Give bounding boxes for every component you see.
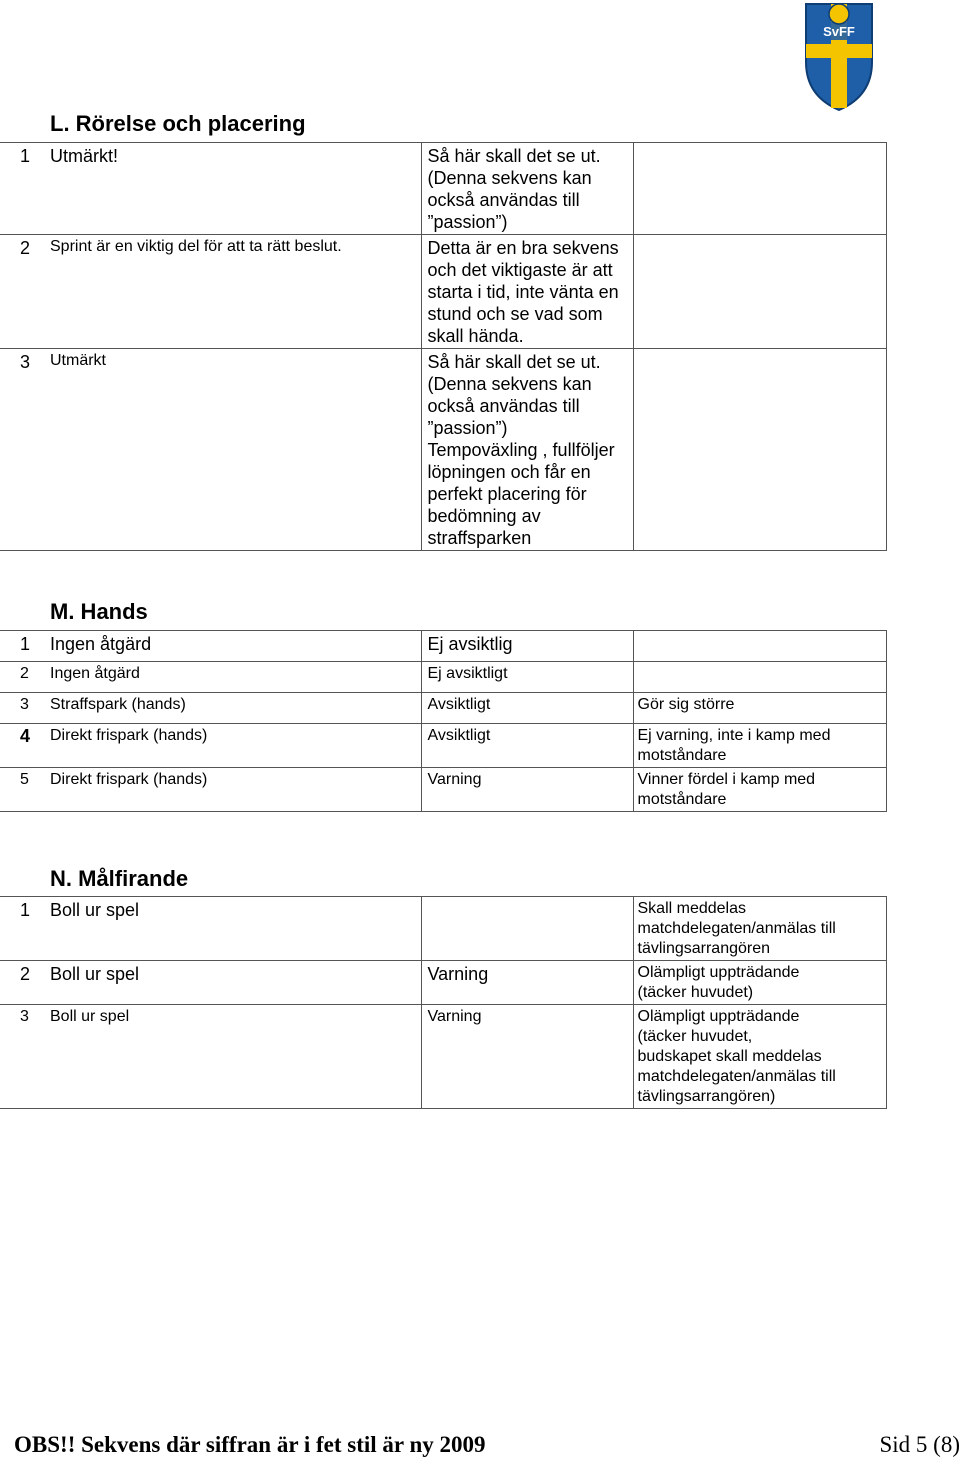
cell-col1: Ingen åtgärd (44, 631, 421, 662)
table-row (0, 631, 886, 662)
table-row (0, 349, 886, 551)
cell-col2 (421, 897, 633, 961)
table-row (0, 235, 886, 349)
cell-col3: Gör sig större (633, 693, 886, 724)
cell-line: budskapet skall meddelas (637, 1048, 822, 1065)
cell-col1: Ingen åtgärd (44, 662, 421, 693)
cell-line: också användas till (427, 190, 580, 210)
cell-col2: Ej avsiktligt (421, 662, 633, 693)
cell-line: straffsparken (427, 528, 532, 548)
cell-col3 (633, 143, 886, 235)
cell-col1: Utmärkt! (44, 143, 421, 235)
table-n (0, 896, 887, 1109)
cell-line: Ej varning, inte i kamp med (637, 727, 831, 744)
cell-col2: Ej avsiktlig (421, 631, 633, 662)
cell-col2: Avsiktligt (421, 724, 633, 768)
cell-num: 5 (0, 768, 44, 812)
cell-line: Skall meddelas (637, 900, 746, 917)
cell-line: perfekt placering för (427, 484, 587, 504)
cell-num: 1 (0, 631, 44, 662)
cell-col3 (633, 1005, 886, 1109)
cell-num: 3 (0, 693, 44, 724)
cell-col2: Varning (421, 768, 633, 812)
cell-col1: Straffspark (hands) (44, 693, 421, 724)
cell-line: (Denna sekvens kan (427, 374, 592, 394)
cell-line: också användas till (427, 396, 580, 416)
cell-num: 3 (0, 1005, 44, 1109)
cell-line: (täcker huvudet) (637, 984, 754, 1001)
cell-col2: Varning (421, 961, 633, 1005)
cell-col2 (421, 143, 633, 235)
table-m (0, 630, 887, 812)
cell-col3 (633, 631, 886, 662)
cell-col1: Direkt frispark (hands) (44, 724, 421, 768)
cell-line: Detta är en bra sekvens (427, 238, 619, 258)
footer-note (14, 1432, 486, 1458)
cell-line: Så här skall det se ut. (427, 352, 601, 372)
cell-col2: Avsiktligt (421, 693, 633, 724)
cell-col3 (633, 961, 886, 1005)
cell-col3 (633, 768, 886, 812)
cell-col2 (421, 235, 633, 349)
cell-col1: Utmärkt (44, 349, 421, 551)
section-title-m: M. Hands (50, 599, 148, 624)
cell-col3 (633, 897, 886, 961)
cell-col3 (633, 724, 886, 768)
cell-line: ”passion”) (427, 212, 508, 232)
table-row (0, 897, 886, 961)
cell-line: ”passion”) (427, 418, 508, 438)
cell-col1: Boll ur spel (44, 1005, 421, 1109)
cell-line: Vinner fördel i kamp med (637, 771, 816, 788)
cell-line: stund och se vad som (427, 304, 603, 324)
cell-line: starta i tid, inte vänta en (427, 282, 619, 302)
cell-line: motståndare (637, 791, 727, 808)
table-row (0, 724, 886, 768)
section-title-l: L. Rörelse och placering (50, 111, 306, 136)
cell-line: (Denna sekvens kan (427, 168, 592, 188)
cell-line: skall hända. (427, 326, 524, 346)
cell-num: 1 (0, 143, 44, 235)
table-row (0, 1005, 886, 1109)
cell-line: matchdelegaten/anmälas till (637, 1068, 836, 1085)
cell-line: bedömning av (427, 506, 541, 526)
cell-col1: Direkt frispark (hands) (44, 768, 421, 812)
cell-num: 3 (0, 349, 44, 551)
cell-line: och det viktigaste är att (427, 260, 613, 280)
cell-line: motståndare (637, 747, 727, 764)
cell-line: matchdelegaten/anmälas till (637, 920, 836, 937)
logo-text: SvFF (823, 24, 855, 39)
cell-line: tävlingsarrangören) (637, 1088, 776, 1105)
cell-line: Olämpligt uppträdande (637, 1008, 800, 1025)
table-l (0, 142, 887, 551)
cell-line: Så här skall det se ut. (427, 146, 601, 166)
cell-num: 2 (0, 961, 44, 1005)
table-row (0, 143, 886, 235)
cell-col1: Boll ur spel (44, 961, 421, 1005)
svff-logo (802, 0, 876, 112)
cell-col1: Sprint är en viktig del för att ta rätt beslut. (44, 235, 421, 349)
cell-num: 4 (0, 724, 44, 768)
table-row (0, 662, 886, 693)
cell-col3 (633, 349, 886, 551)
cell-col3 (633, 235, 886, 349)
cell-col2 (421, 349, 633, 551)
cell-line: Tempoväxling , fullföljer (427, 440, 615, 460)
cell-num: 2 (0, 235, 44, 349)
footer-obs: OBS (14, 1432, 61, 1457)
cell-col3 (633, 662, 886, 693)
cell-line: tävlingsarrangören (637, 940, 771, 957)
table-row (0, 768, 886, 812)
page-number: Sid 5 (8) (879, 1432, 960, 1457)
cell-num: 2 (0, 662, 44, 693)
table-row (0, 961, 886, 1005)
cell-line: Olämpligt uppträdande (637, 964, 800, 981)
table-row (0, 693, 886, 724)
cell-col1: Boll ur spel (44, 897, 421, 961)
footer-text: !! Sekvens där siffran är i fet stil är ny 2009 (60, 1432, 486, 1457)
section-title-n: N. Målfirande (50, 866, 189, 891)
cell-col2: Varning (421, 1005, 633, 1109)
cell-line: (täcker huvudet, (637, 1028, 753, 1045)
cell-num: 1 (0, 897, 44, 961)
cell-line: löpningen och får en (427, 462, 591, 482)
